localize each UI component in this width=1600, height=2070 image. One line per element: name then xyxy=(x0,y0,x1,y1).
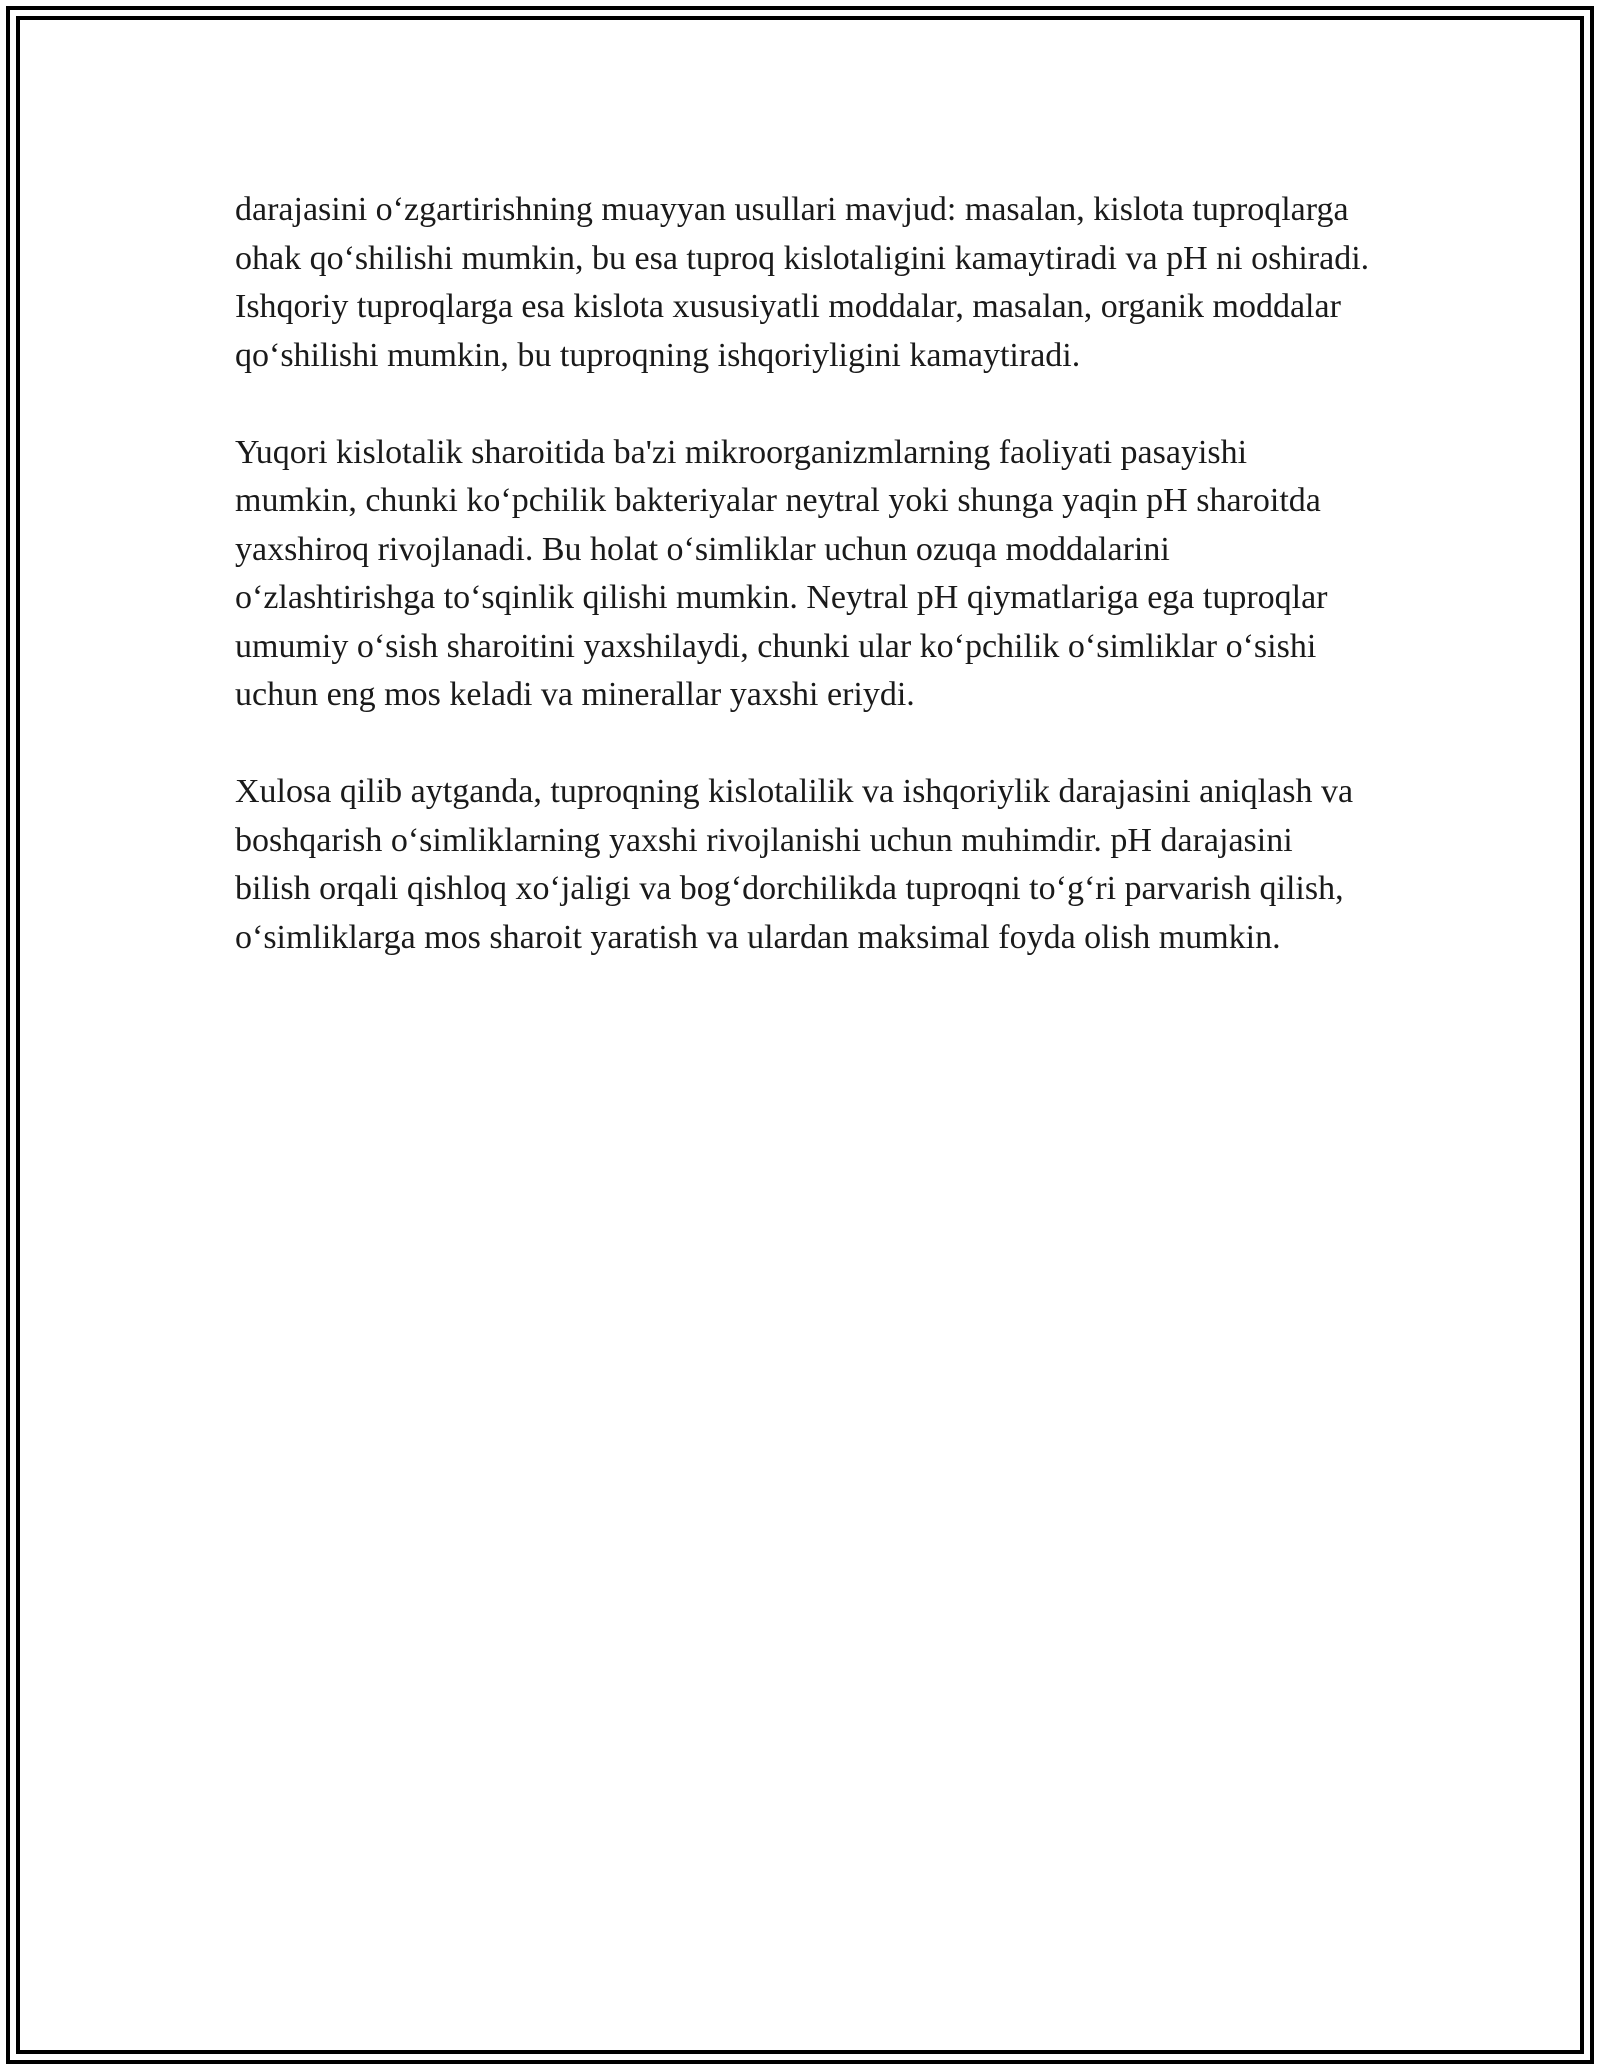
paragraph-conclusion: Xulosa qilib aytganda, tuproqning kislotalilik va ishqoriylik darajasini aniqlash va boshqarish o‘simliklarning yaxshi rivojlanishi uchun muhimdir. pH darajasini bilish orqali qishloq xo‘jaligi va bog‘dorchilikda tuproqni to‘g‘ri parvarish qilish, o‘simliklarga mos sharoit yaratish va ulardan maksimal foyda olish mumkin. xyxy=(235,773,1354,956)
paragraph-soil-ph-adjustment: darajasini o‘zgartirishning muayyan usullari mavjud: masalan, kislota tuproqlarga ohak qo‘shilishi mumkin, bu esa tuproq kislotaligini kamaytiradi va pH ni oshiradi. Ishqoriy tuproqlarga esa kislota xususiyatli moddalar, masalan, organik moddalar qo‘shilishi mumkin, bu tuproqning ishqoriyligini kamaytiradi. xyxy=(235,191,1370,374)
paragraph-microorganisms-acidity: Yuqori kislotalik sharoitida ba'zi mikroorganizmlarning faoliyati pasayishi mumkin, chunki ko‘pchilik bakteriyalar neytral yoki shunga yaqin pH sharoitda yaxshiroq rivojlanadi. Bu holat o‘simliklar uchun ozuqa moddalarini o‘zlashtirishga to‘sqinlik qilishi mumkin. Neytral pH qiymatlariga ega tuproqlar umumiy o‘sish sharoitini yaxshilaydi, chunki ular ko‘pchilik o‘simliklar o‘sishi uchun eng mos keladi va minerallar yaxshi eriydi. xyxy=(235,433,1328,713)
document-body xyxy=(235,186,1375,1011)
